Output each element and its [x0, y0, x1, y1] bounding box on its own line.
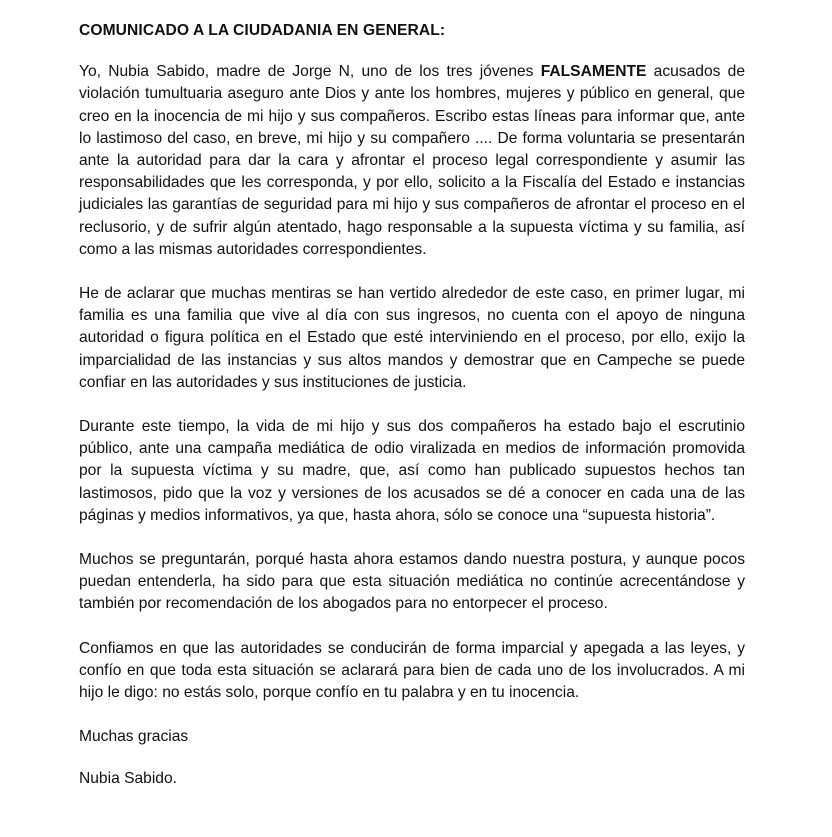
paragraph-3: Durante este tiempo, la vida de mi hijo y sus dos compañeros ha estado bajo el escrutinio público, ante una campaña mediática de odio viralizada en medios de información promovida por la supuesta víctima y su madre, que, así como han publicado supuestos hechos tan lastimosos, pido que la voz y versiones de los acusados se dé a conocer en cada una de las páginas y medios informativos, ya que, hasta ahora, sólo se conoce una “supuesta historia”. [79, 418, 745, 524]
paragraph-1-emphasis: FALSAMENTE [540, 63, 647, 81]
paragraph-4: Muchos se preguntarán, porqué hasta ahora estamos dando nuestra postura, y aunque pocos puedan entenderla, ha sido para que esta situación mediática no continúe acrecentándose y también por recomendación de los abogados para no entorpecer el proceso. [79, 551, 745, 613]
paragraph-2: He de aclarar que muchas mentiras se han vertido alrededor de este caso, en primer lugar, mi familia es una familia que vive al día con sus ingresos, no cuenta con el apoyo de ninguna autoridad o figura política en el Estado que esté interviniendo en el proceso, por ello, exijo la imparcialidad de las instancias y sus altos mandos y demostrar que en Campeche se puede confiar en las autoridades y sus instituciones de justicia. [79, 285, 745, 391]
document-body [79, 20, 745, 811]
document-title: COMUNICADO A LA CIUDADANIA EN GENERAL: [79, 22, 446, 39]
paragraph-1-rest: acusados de violación tumultuaria aseguro ante Dios y ante los hombres, mujeres y público en general, que creo en la inocencia de mi hijo y sus compañeros. Escribo estas líneas para informar que, ante lo lastimoso del caso, en breve, mi hijo y su compañero .... De forma voluntaria se presentarán ante la autoridad para dar la cara y afrontar el proceso legal correspondiente y asumir las responsabilidades que les corresponda, y por ello, solicito a la Fiscalía del Estado e instancias judiciales las garantías de seguridad para mi hijo y sus compañeros de afrontar el proceso en el reclusorio, y de sufrir algún atentado, hago responsable a la supuesta víctima y su familia, así como a las mismas autoridades correspondientes. [79, 63, 746, 258]
paragraph-5: Confiamos en que las autoridades se conducirán de forma imparcial y apegada a las leyes, y confío en que toda esta situación se aclarará para bien de cada uno de los involucrados. A mi hijo le digo: no estás solo, porque confío en tu palabra y en tu inocencia. [79, 639, 745, 702]
closing-line: Muchas gracias [79, 728, 189, 746]
paragraph-1-start: Yo, Nubia Sabido, madre de Jorge N, uno de los tres jóvenes [79, 63, 541, 81]
signature-name: Nubia Sabido. [79, 770, 177, 788]
paragraph-1 [79, 61, 745, 261]
